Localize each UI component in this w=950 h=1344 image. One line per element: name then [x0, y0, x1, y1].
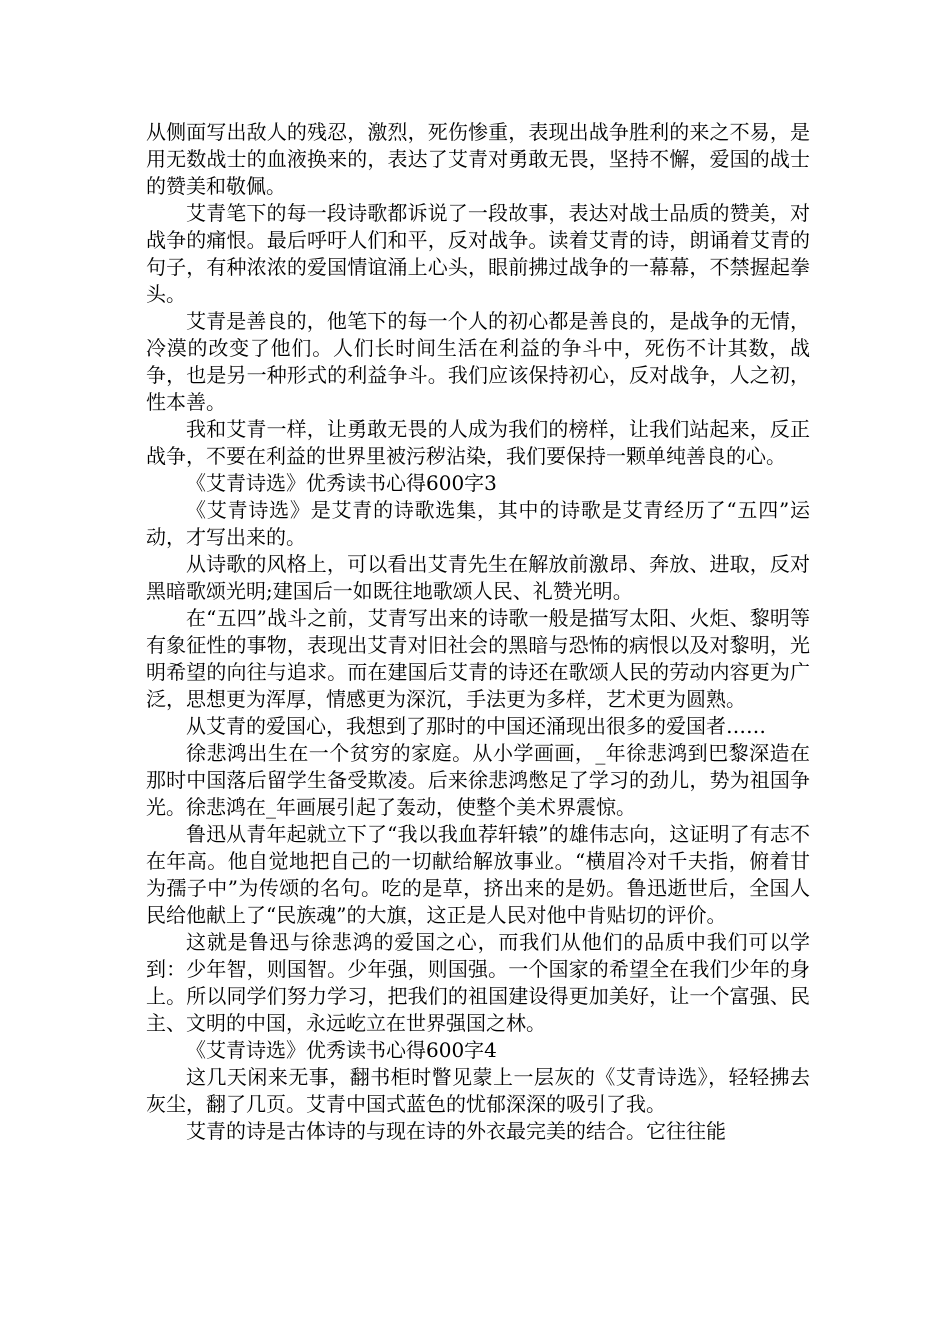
document-page: [146, 119, 810, 1145]
paragraph: 艾青笔下的每一段诗歌都诉说了一段故事，表达对战士品质的赞美，对战争的痛恨。最后呼吁人们和平，反对战争。读着艾青的诗，朗诵着艾青的句子，有种浓浓的爱国情谊涌上心头，眼前拂过战争的一幕幕，不禁握起拳头。: [146, 201, 810, 306]
paragraph: 从艾青的爱国心，我想到了那时的中国还涌现出很多的爱国者……: [186, 714, 766, 738]
paragraph: 我和艾青一样，让勇敢无畏的人成为我们的榜样，让我们站起来，反正战争，不要在利益的世界里被污秽沾染，我们要保持一颗单纯善良的心。: [146, 417, 810, 468]
paragraph: 这几天闲来无事，翻书柜时瞥见蒙上一层灰的《艾青诗选》，轻轻拂去灰尘，翻了几页。艾青中国式蓝色的忧郁深深的吸引了我。: [146, 1065, 810, 1116]
section-heading-4: 《艾青诗选》优秀读书心得600字4: [186, 1038, 497, 1062]
paragraph: 艾青是善良的，他笔下的每一个人的初心都是善良的，是战争的无情，冷漠的改变了他们。人们长时间生活在利益的争斗中，死伤不计其数，战争，也是另一种形式的利益争斗。我们应该保持初心，反对战争，人之初，性本善。: [146, 309, 810, 414]
paragraph: 从诗歌的风格上，可以看出艾青先生在解放前激昂、奔放、进取，反对黑暗歌颂光明;建国后一如既往地歌颂人民、礼赞光明。: [146, 552, 810, 603]
paragraph-continuation: 从侧面写出敌人的残忍，激烈，死伤惨重，表现出战争胜利的来之不易，是用无数战士的血液换来的，表达了艾青对勇敢无畏，坚持不懈，爱国的战士的赞美和敬佩。: [146, 120, 810, 198]
paragraph: 鲁迅从青年起就立下了“我以我血荐轩辕”的雄伟志向，这证明了有志不在年高。他自觉地把自己的一切献给解放事业。“横眉冷对千夫指，俯着甘为孺子中”为传颂的名句。吃的是草，挤出来的是奶。鲁迅逝世后，全国人民给他献上了“民族魂”的大旗，这正是人民对他中肯贴切的评价。: [146, 822, 810, 927]
section-heading-3: 《艾青诗选》优秀读书心得600字3: [186, 471, 497, 495]
paragraph: 艾青的诗是古体诗的与现在诗的外衣最完美的结合。它往往能: [186, 1119, 726, 1143]
paragraph: 在“五四”战斗之前，艾青写出来的诗歌一般是描写太阳、火炬、黎明等有象征性的事物，表现出艾青对旧社会的黑暗与恐怖的病恨以及对黎明，光明希望的向往与追求。而在建国后艾青的诗还在歌颂人民的劳动内容更为广泛，思想更为浑厚，情感更为深沉，手法更为多样，艺术更为圆熟。: [146, 606, 810, 711]
paragraph: 《艾青诗选》是艾青的诗歌选集，其中的诗歌是艾青经历了“五四”运动，才写出来的。: [146, 498, 810, 549]
paragraph: 这就是鲁迅与徐悲鸿的爱国之心，而我们从他们的品质中我们可以学到：少年智，则国智。少年强，则国强。一个国家的希望全在我们少年的身上。所以同学们努力学习，把我们的祖国建设得更加美好，让一个富强、民主、文明的中国，永远屹立在世界强国之林。: [146, 930, 810, 1035]
paragraph: 徐悲鸿出生在一个贫穷的家庭。从小学画画，_年徐悲鸿到巴黎深造在那时中国落后留学生备受欺凌。后来徐悲鸿憋足了学习的劲儿，势为祖国争光。徐悲鸿在_年画展引起了轰动，使整个美术界震惊。: [146, 741, 810, 819]
